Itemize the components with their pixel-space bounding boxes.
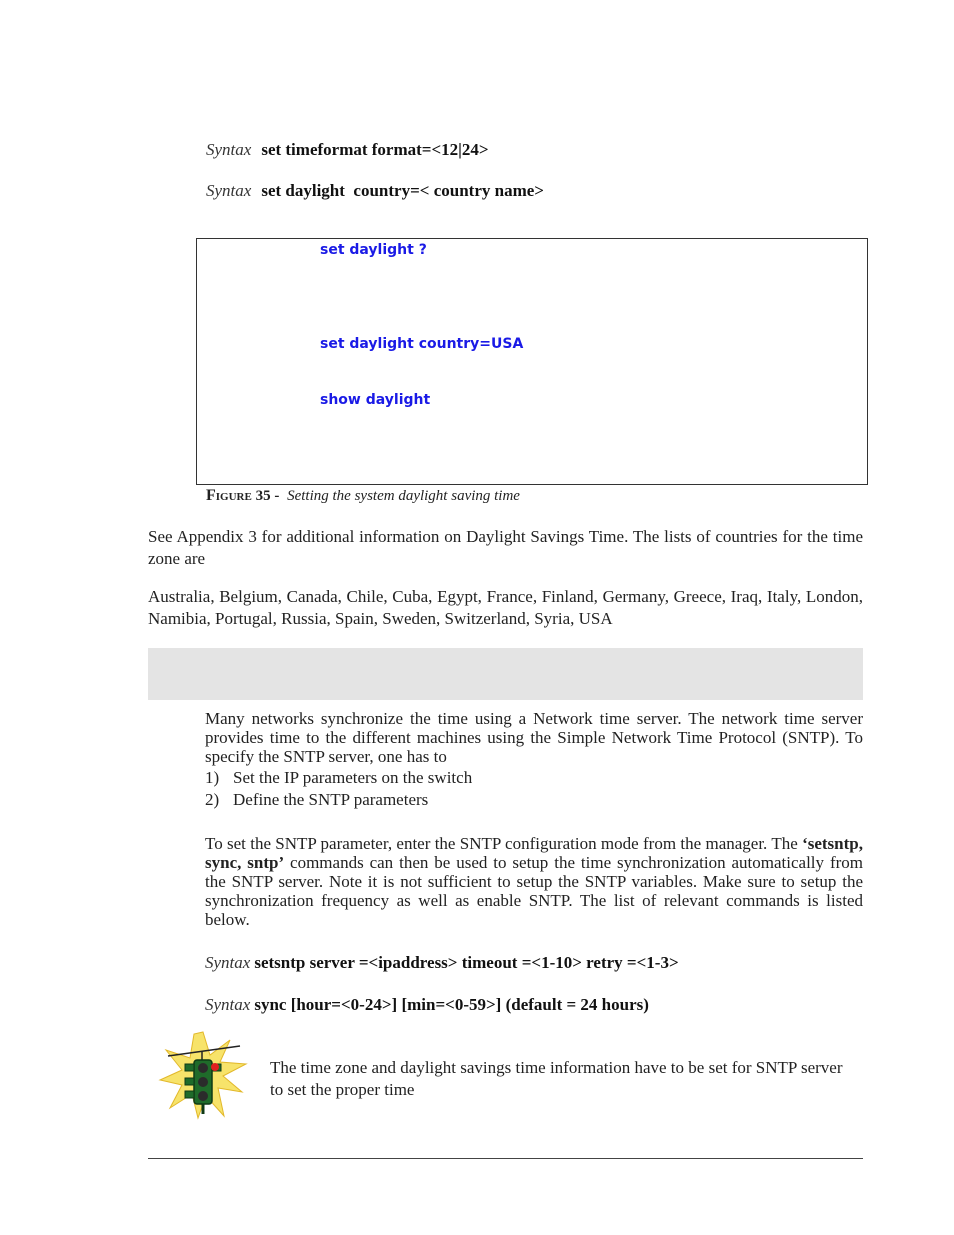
steps-list bbox=[205, 767, 472, 811]
syntax-sync bbox=[205, 995, 649, 1015]
code-line: set daylight country=USA bbox=[320, 336, 524, 352]
sntp-intro-paragraph: Many networks synchronize the time using a Network time server. The network time server provides time to the different machines using the Simple Network Time Protocol (SNTP). To specify the SNTP server, one has to bbox=[205, 709, 863, 766]
footer-divider bbox=[148, 1158, 863, 1159]
traffic-light-icon bbox=[158, 1030, 248, 1120]
list-text: Set the IP parameters on the switch bbox=[233, 768, 473, 787]
syntax-setsntp bbox=[205, 953, 679, 973]
note-text: The time zone and daylight savings time information have to be set for SNTP server to set the proper time bbox=[270, 1058, 843, 1099]
syntax-command: sync [hour=<0-24>] [min=<0-59>] (default = 24 hours) bbox=[254, 995, 649, 1014]
section-heading-band bbox=[148, 648, 863, 700]
syntax-label: Syntax bbox=[206, 181, 252, 200]
syntax-command: set daylight country=< country name> bbox=[261, 181, 544, 200]
syntax-label: Syntax bbox=[205, 995, 251, 1014]
figure-title: Setting the system daylight saving time bbox=[287, 488, 520, 504]
list-text: Define the SNTP parameters bbox=[233, 790, 429, 809]
code-line: set daylight ? bbox=[320, 242, 427, 258]
code-line: show daylight bbox=[320, 392, 431, 408]
appendix-paragraph: See Appendix 3 for additional information on Daylight Savings Time. The lists of countries for the time zone are bbox=[148, 527, 863, 568]
sntp-config-paragraph bbox=[205, 834, 863, 929]
figure-number: 35 bbox=[255, 488, 271, 504]
paragraph-text: To set the SNTP parameter, enter the SNTP configuration mode from the manager. The bbox=[205, 834, 803, 853]
list-number: 2) bbox=[205, 790, 220, 809]
figure-caption bbox=[206, 487, 520, 505]
commands-bold: ‘setsntp, sync, sntp’ bbox=[205, 834, 863, 872]
syntax-command: setsntp server =<ipaddress> timeout =<1-10> retry =<1-3> bbox=[254, 953, 679, 972]
figure-dash: - bbox=[274, 488, 280, 504]
list-number: 1) bbox=[205, 768, 220, 787]
paragraph-text: commands can then be used to setup the time synchronization automatically from the SNTP server. Note it is not sufficient to setup the SNTP variables. Make sure to setup the synchronization frequency as well as enable SNTP. The list of relevant commands is listed below. bbox=[205, 853, 863, 929]
syntax-daylight bbox=[206, 181, 544, 201]
list-item bbox=[205, 789, 472, 811]
countries-paragraph: Australia, Belgium, Canada, Chile, Cuba, Egypt, France, Finland, Germany, Greece, Iraq, Italy, London, Namibia, Portugal, Russia, Spain, Sweden, Switzerland, Syria, USA bbox=[148, 587, 863, 628]
syntax-label: Syntax bbox=[206, 140, 252, 159]
code-example-box bbox=[196, 238, 868, 485]
list-item bbox=[205, 767, 472, 789]
figure-label: Figure bbox=[206, 487, 252, 504]
syntax-command: set timeformat format=<12|24> bbox=[261, 140, 489, 159]
syntax-timeformat bbox=[206, 140, 489, 160]
syntax-label: Syntax bbox=[205, 953, 251, 972]
